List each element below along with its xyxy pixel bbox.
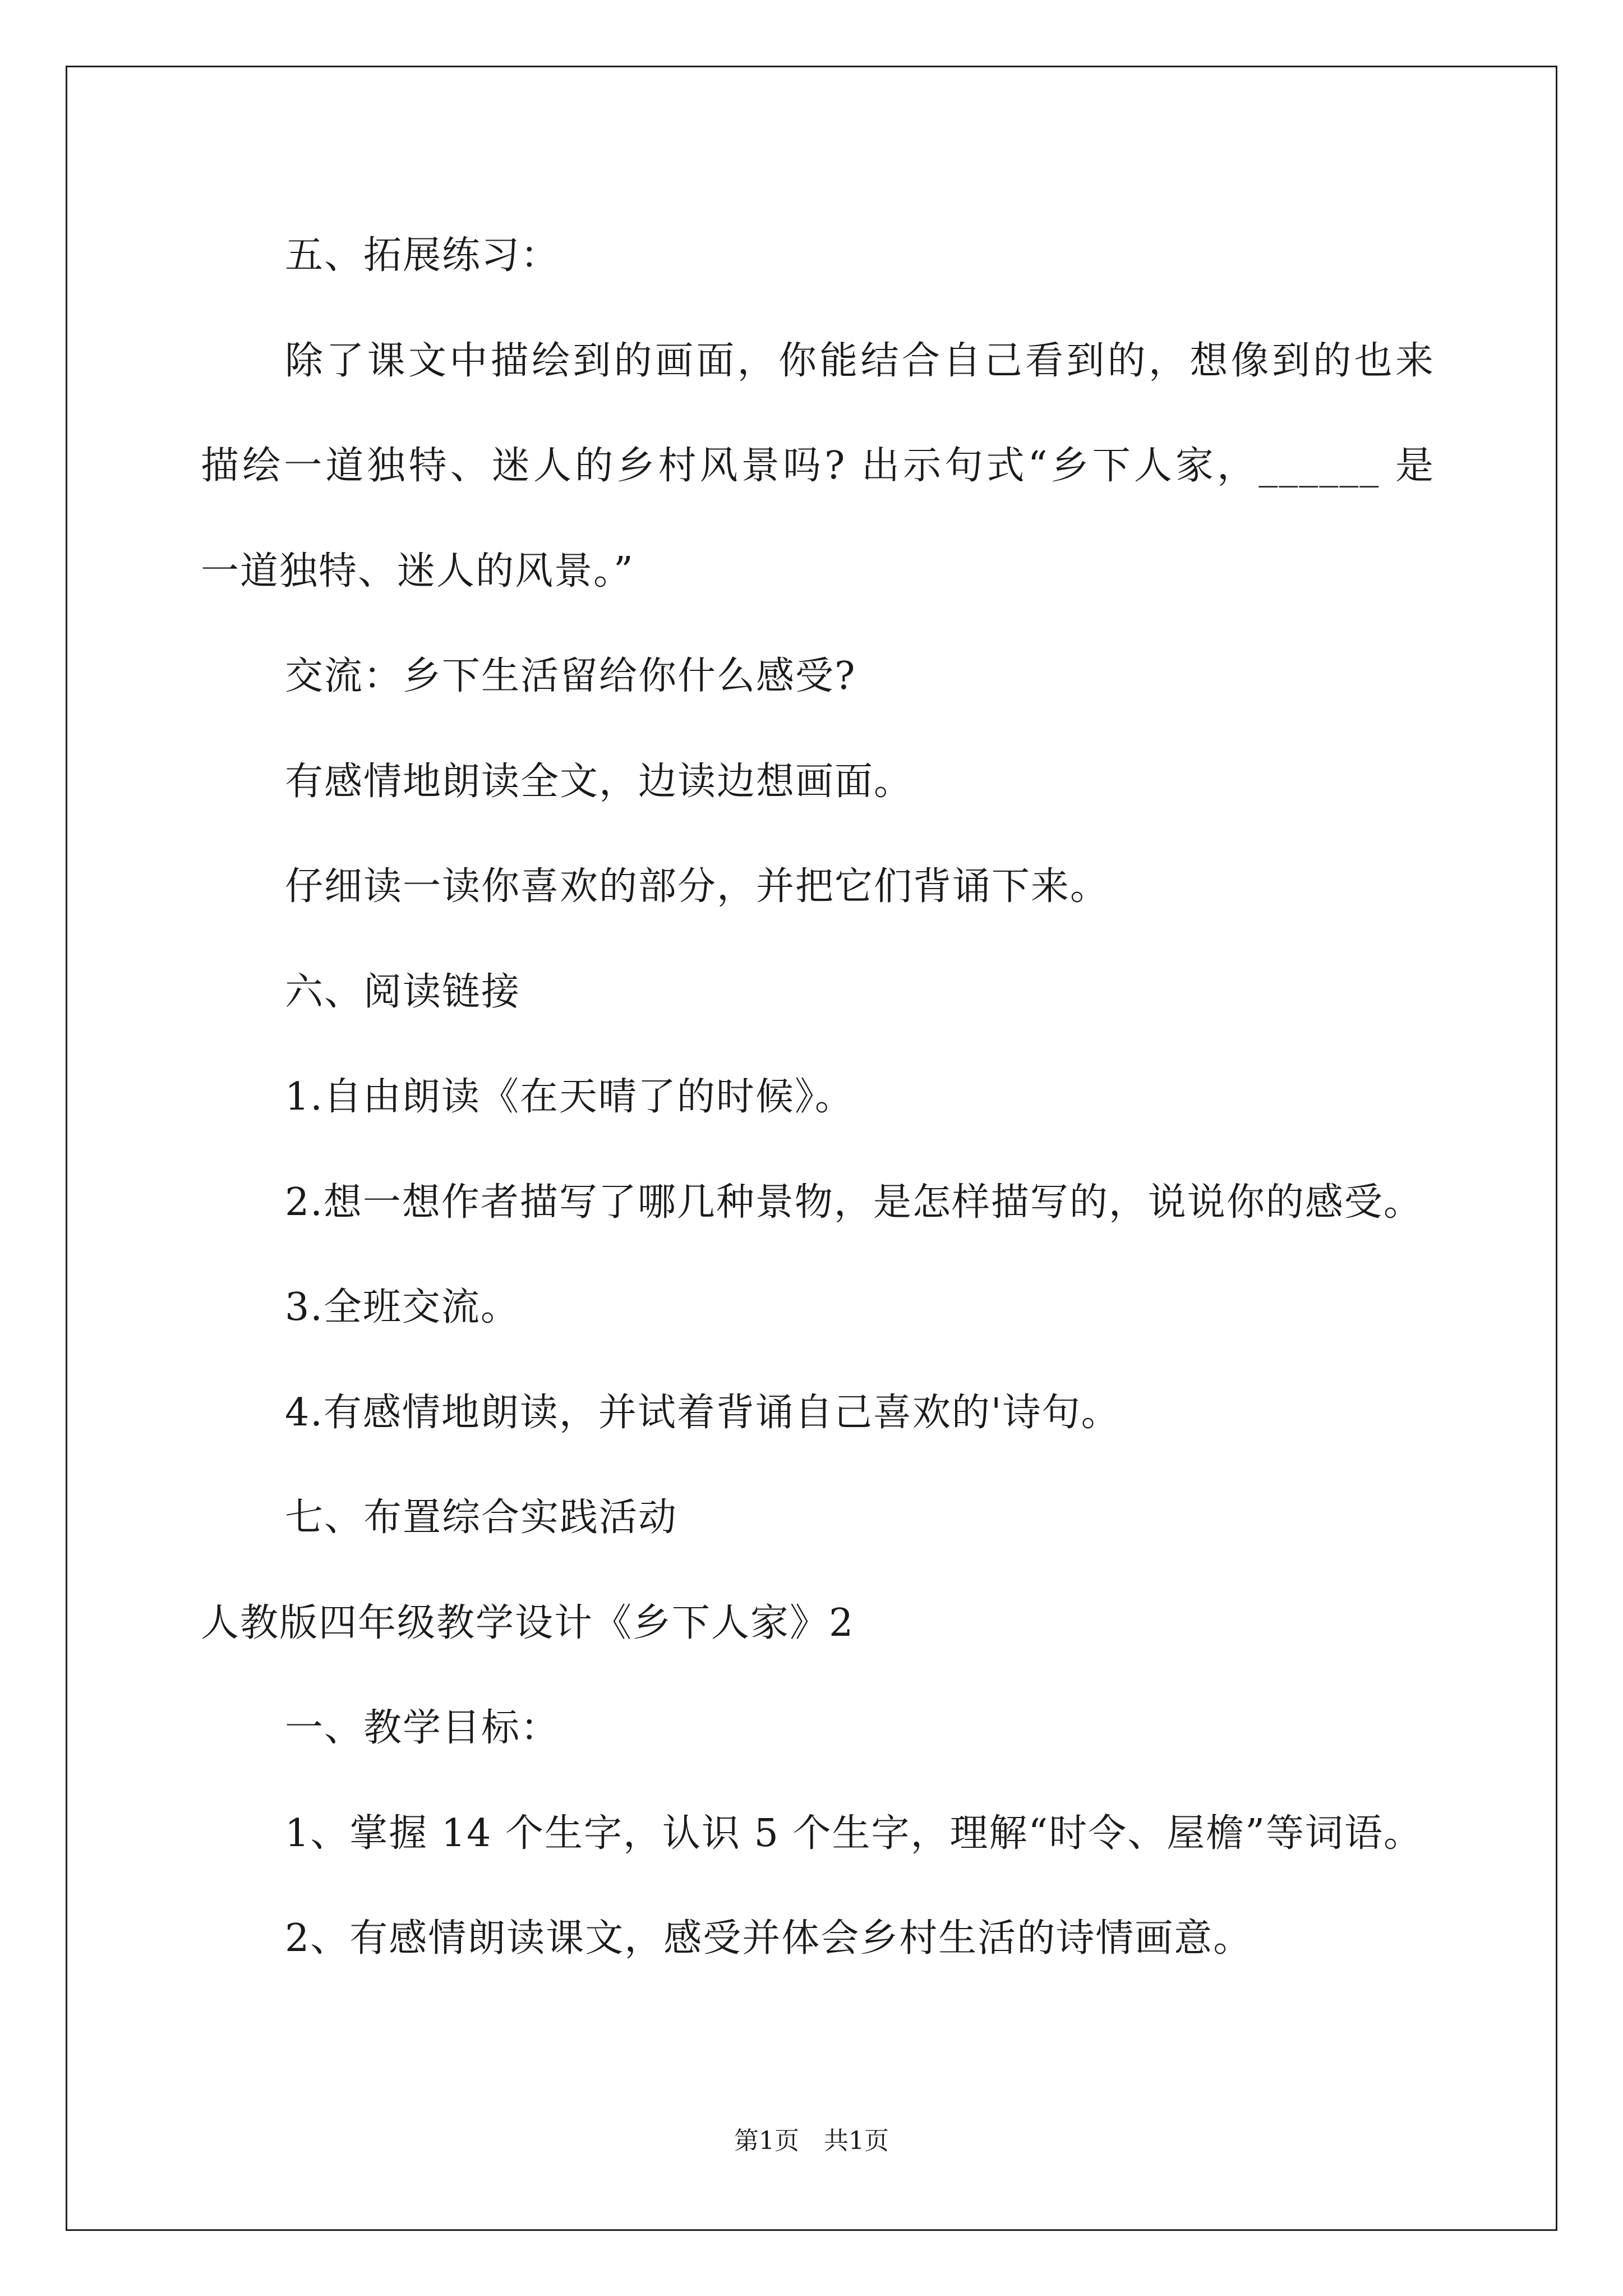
heading-reading-link: 六、阅读链接 [285,970,521,1014]
paragraph-line: 描绘一道独特、迷人的乡村风景吗? 出示句式“乡下人家，______ 是 [201,444,1435,488]
list-item: 1、掌握 14 个生字，认识 5 个生字，理解“时令、屋檐”等词语。 [285,1811,1423,1856]
paragraph-line: 有感情地朗读全文，边读边想画面。 [285,760,914,804]
list-item: 2.想一想作者描写了哪几种景物，是怎样描写的，说说你的感受。 [285,1180,1423,1225]
page-border [66,66,1557,2231]
document-section-title: 人教版四年级教学设计《乡下人家》2 [201,1601,855,1645]
list-item: 1.自由朗读《在天晴了的时候》。 [285,1075,854,1119]
heading-practice-activity: 七、布置综合实践活动 [285,1496,678,1540]
heading-teaching-goals: 一、教学目标： [285,1706,560,1750]
paragraph-line: 交流：乡下生活留给你什么感受? [285,654,856,698]
page-footer: 第1页 共1页 [734,2127,889,2155]
list-item: 3.全班交流。 [285,1285,520,1329]
paragraph-line: 仔细读一读你喜欢的部分，并把它们背诵下来。 [285,864,1110,909]
list-item: 2、有感情朗读课文，感受并体会乡村生活的诗情画意。 [285,1916,1253,1961]
paragraph-line: 除了课文中描绘到的画面，你能结合自己看到的，想像到的也来 [285,339,1435,383]
paragraph-line: 一道独特、迷人的风景。” [201,549,634,593]
heading-extension-practice: 五、拓展练习： [285,233,560,278]
list-item: 4.有感情地朗读，并试着背诵自己喜欢的'诗句。 [285,1391,1121,1435]
